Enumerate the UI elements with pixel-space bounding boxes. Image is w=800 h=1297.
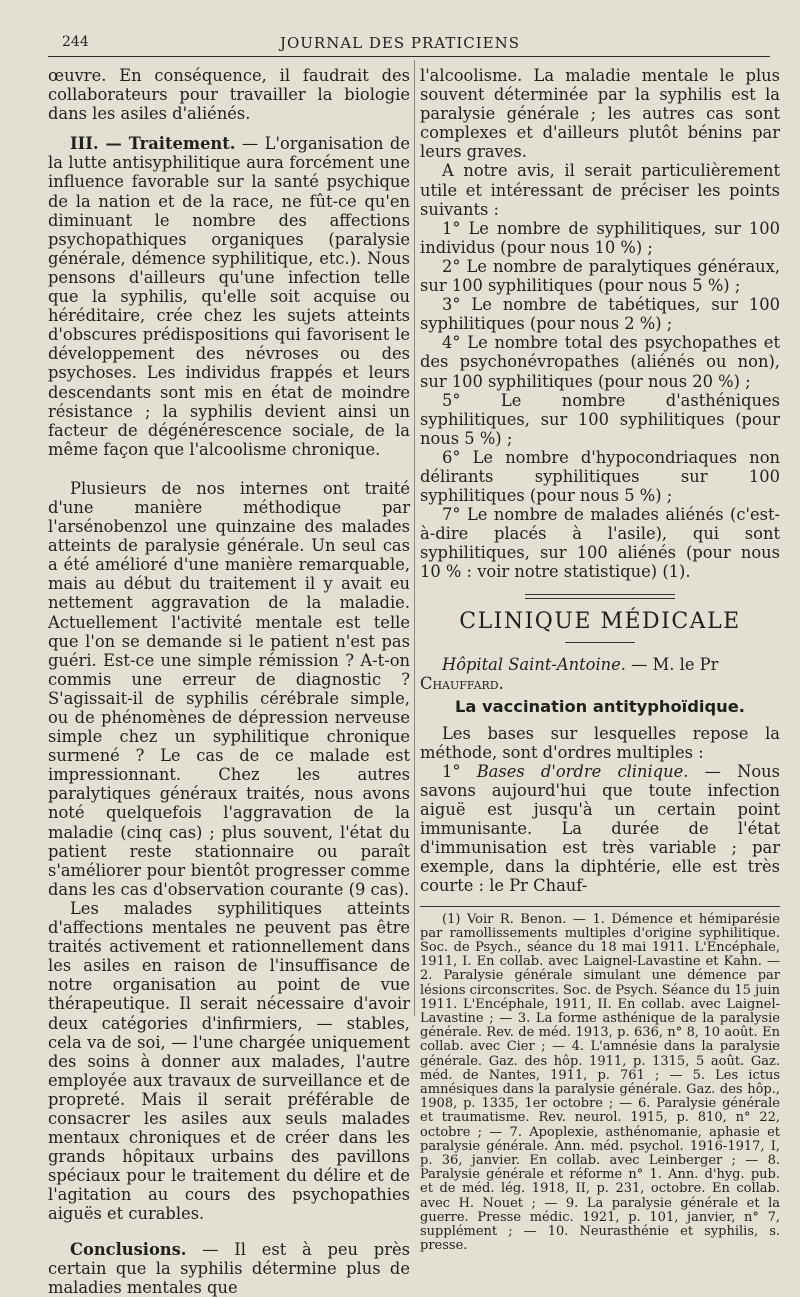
list-item: 1° Le nombre de syphilitiques, sur 100 individus (pour nous 10 %) ; <box>420 218 780 257</box>
footnote: (1) Voir R. Benon. — 1. Démence et hémiparésie par ramollissements multiples d'origine syphilitique. Soc. de Psych., séance du 18 mai 1911. L'Encéphale, 1911, I. En collab. avec Laignel-Lavastine et Kahn. — 2. Paralysie générale simulant une démence par lésions circonscrites. Soc. de Psych. Séance du 15 juin 1911. L'Encéphale, 1911, II. En collab. avec Laignel-Lavastine ; — 3. La forme asthénique de la paralysie générale. Rev. de méd. 1913, p. 636, n° 8, 10 août. En collab. avec Cier ; — 4. L'amnésie dans la paralysie générale. Gaz. des hôp. 1911, p. 1315, 5 août. Gaz. méd. de Nantes, 1911, p. 761 ; — 5. Les ictus amnésiques dans la paralysie générale. Gaz. des hôp., 1908, p. 1335, 1er octobre ; — 6. Paralysie générale et traumatisme. Rev. neurol. 1915, p. 810, n° 22, octobre ; — 7. Apoplexie, asthénomanie, aphasie et paralysie générale. Ann. méd. psychol. 1916-1917, I, p. 36, janvier. En collab. avec Leinberger ; — 8. Paralysie générale et réforme n° 1. Ann. d'hyg. pub. et de méd. lég. 1918, II, p. 231, octobre. En collab. avec H. Nouet ; — 9. La paralysie générale et la guerre. Presse médic. 1921, p. 101, janvier, n° 7, supplément ; — 10. Neurasthénie et syphilis, s. presse. <box>420 911 781 1254</box>
page-number: 244 <box>62 34 89 50</box>
page-header <box>0 34 800 56</box>
italic-heading: Bases d'ordre clinique. <box>476 761 689 781</box>
paragraph: Les malades syphilitiques atteints d'affections mentales ne peuvent pas être traités activement et rationnellement dans les asiles en raison de l'insuffisance de notre organisation au point de vue thérapeutique. Il serait nécessaire d'avoir deux catégories d'infirmiers, — stables, cela va de soi, — l'une chargée uniquement des soins à donner aux malades, l'autre employée aux travaux de surveillance et de propreté. Mais il serait préférable de consacrer les asiles aux seuls malades mentaux chroniques et de créer dans les grands hôpitaux urbains des pavillons spéciaux pour le traitement du délire et de l'agitation au cours des psychopathies aiguës et curables. <box>48 898 410 1224</box>
section-heading-conclusions: Conclusions. <box>70 1239 187 1259</box>
paragraph: A notre avis, il serait particulièrement utile et intéressant de préciser les points suivants : <box>420 161 780 219</box>
footnote-rule <box>420 906 780 907</box>
professor-name: Chauffard. <box>420 673 504 693</box>
hospital-rest: — M. le Pr <box>625 654 719 674</box>
right-column <box>420 66 780 1253</box>
treatment-paragraph <box>48 134 410 459</box>
paragraph: Les bases sur lesquelles repose la méthode, sont d'ordres multiples : <box>420 723 780 762</box>
list-item: 4° Le nombre total des psychopathes et des psychonévropathes (aliénés ou non), sur 100 syphilitiques (pour nous 20 %) ; <box>420 333 780 391</box>
paragraph: œuvre. En conséquence, il faudrait des collaborateurs pour travailler la biologie dans les asiles d'aliénés. <box>48 66 410 124</box>
paragraph-text: — Il est à peu près certain que la syphilis détermine plus de maladies mentales que <box>48 1239 410 1297</box>
column-divider <box>414 60 415 1016</box>
article-title: La vaccination antityphoïdique. <box>455 696 745 716</box>
running-title: JOURNAL DES PRATICIENS <box>279 34 521 52</box>
section-title: CLINIQUE MÉDICALE <box>459 608 741 634</box>
hospital-name: Hôpital Saint-Antoine. <box>442 654 626 674</box>
header-rule <box>48 56 770 57</box>
list-item: 7° Le nombre de malades aliénés (c'est-à-dire placés à l'asile), qui sont syphilitiques, sur 100 aliénés (pour nous 10 % : voir notre statistique) (1). <box>420 505 780 582</box>
hospital-line <box>420 655 780 693</box>
list-item: 2° Le nombre de paralytiques généraux, sur 100 syphilitiques (pour nous 5 %) ; <box>420 256 780 296</box>
paragraph-text: — L'organisation de la lutte antisyphilitique aura forcément une influence favorable sur la santé psychique de la nation et de la race, ne fût-ce qu'en diminuant le nombre des affections psychopathiques organiques (paralysie générale, démence syphilitique, etc.). Nous pensons d'ailleurs qu'une infection telle que la syphilis, qu'elle soit acquise ou héréditaire, crée chez les sujets atteints d'obscures prédispositions qui favorisent le développement des névroses ou des psychoses. Les individus frappés et leurs descendants sont mis en état de moindre résistance ; la syphilis devient ainsi un facteur de dégénérescence sociale, de la même façon que l'alcoolisme chronique. <box>48 134 410 459</box>
separator-rule <box>565 642 635 643</box>
left-column <box>48 66 410 1297</box>
paragraph-text: — Nous savons aujourd'hui que toute infection aiguë est jusqu'à un certain point immunisante. La durée de l'état d'immunisation est très variable ; par exemple, dans la diphtérie, elle est très courte : le Pr Chauf- <box>420 761 780 896</box>
separator-rule <box>525 598 675 599</box>
separator-rule <box>525 594 675 595</box>
paragraph: l'alcoolisme. La maladie mentale le plus souvent déterminée par la syphilis est la paralysie générale ; les autres cas sont complexes et d'ailleurs plutôt bénins par leurs graves. <box>420 66 780 162</box>
list-item: 6° Le nombre d'hypocondriaques non délirants syphilitiques sur 100 syphilitiques (pour nous 5 %) ; <box>420 447 780 506</box>
list-item: 3° Le nombre de tabétiques, sur 100 syphilitiques (pour nous 2 %) ; <box>420 295 780 334</box>
paragraph: Plusieurs de nos internes ont traité d'une manière méthodique par l'arsénobenzol une quinzaine des malades atteints de paralysie générale. Un seul cas a été amélioré d'une manière remarquable, mais au début du traitement il y avait eu nettement aggravation de la maladie. Actuellement l'activité mentale est telle que l'on se demande si le patient n'est pas guéri. Est-ce une simple rémission ? A-t-on commis une erreur de diagnostic ? S'agissait-il de syphilis cérébrale simple, ou de phénomènes de dépression nerveuse simple chez un syphilitique chronique surmené ? Le cas de ce malade est impressionnant. Chez les autres paralytiques généraux traités, nous avons noté quelquefois l'aggravation de la maladie (cinq cas) ; plus souvent, l'état du patient reste stationnaire ou paraît s'améliorer pour bientôt progresser comme dans les cas d'observation courante (9 cas). <box>48 478 410 899</box>
numbered-list <box>420 219 780 582</box>
item-number: 1° <box>442 761 477 781</box>
section-heading-treatment: III. — Traitement. <box>70 134 236 154</box>
conclusions-paragraph <box>48 1240 410 1297</box>
paragraph <box>420 762 780 896</box>
list-item: 5° Le nombre d'asthéniques syphilitiques, sur 100 syphilitiques (pour nous 5 %) ; <box>420 390 780 448</box>
